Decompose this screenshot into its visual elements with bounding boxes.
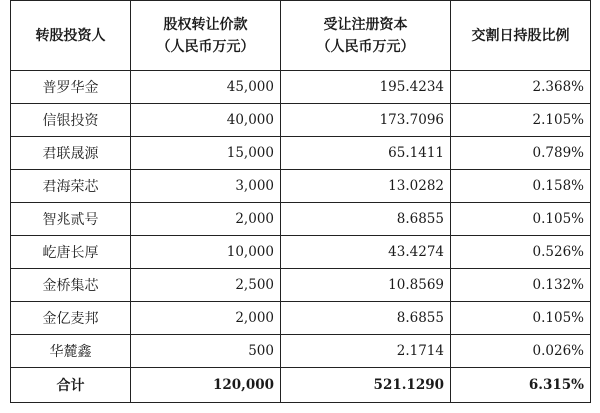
header-registered-capital-label: 受让注册资本 xyxy=(323,16,408,33)
holding-ratio: 2.105% xyxy=(451,104,591,137)
equity-transfer-table xyxy=(10,0,591,403)
header-transfer-price xyxy=(131,1,281,71)
transfer-price: 2,000 xyxy=(131,203,281,236)
investor-name: 屹唐长厚 xyxy=(11,236,131,269)
header-transfer-price-unit: （人民币万元） xyxy=(156,38,255,55)
registered-capital: 43.4274 xyxy=(281,236,451,269)
total-label: 合计 xyxy=(11,368,131,403)
table-row xyxy=(11,203,591,236)
investor-name: 君联晟源 xyxy=(11,137,131,170)
table-body xyxy=(11,71,591,368)
holding-ratio: 0.158% xyxy=(451,170,591,203)
holding-ratio: 0.789% xyxy=(451,137,591,170)
header-transfer-price-label: 股权转让价款 xyxy=(163,16,248,33)
investor-name: 君海荣芯 xyxy=(11,170,131,203)
table-row xyxy=(11,137,591,170)
investor-name: 华麓鑫 xyxy=(11,335,131,368)
table-row xyxy=(11,236,591,269)
transfer-price: 2,000 xyxy=(131,302,281,335)
table-row xyxy=(11,71,591,104)
investor-name: 金桥集芯 xyxy=(11,269,131,302)
header-holding-ratio-label: 交割日持股比例 xyxy=(471,27,570,44)
registered-capital: 13.0282 xyxy=(281,170,451,203)
transfer-price: 3,000 xyxy=(131,170,281,203)
registered-capital: 195.4234 xyxy=(281,71,451,104)
table-row xyxy=(11,170,591,203)
header-row xyxy=(11,1,591,71)
header-registered-capital-unit: （人民币万元） xyxy=(316,38,415,55)
holding-ratio: 0.026% xyxy=(451,335,591,368)
table-row xyxy=(11,335,591,368)
registered-capital: 8.6855 xyxy=(281,302,451,335)
transfer-price: 45,000 xyxy=(131,71,281,104)
investor-name: 金亿麦邦 xyxy=(11,302,131,335)
investor-name: 信银投资 xyxy=(11,104,131,137)
registered-capital: 173.7096 xyxy=(281,104,451,137)
header-registered-capital xyxy=(281,1,451,71)
holding-ratio: 0.132% xyxy=(451,269,591,302)
investor-name: 智兆贰号 xyxy=(11,203,131,236)
transfer-price: 40,000 xyxy=(131,104,281,137)
holding-ratio: 0.105% xyxy=(451,302,591,335)
holding-ratio: 2.368% xyxy=(451,71,591,104)
total-row xyxy=(11,368,591,403)
transfer-price: 15,000 xyxy=(131,137,281,170)
investor-table-container xyxy=(10,0,590,403)
registered-capital: 2.1714 xyxy=(281,335,451,368)
holding-ratio: 0.526% xyxy=(451,236,591,269)
header-investor-label: 转股投资人 xyxy=(35,27,106,44)
total-transfer-price: 120,000 xyxy=(131,368,281,403)
table-header xyxy=(11,1,591,71)
registered-capital: 65.1411 xyxy=(281,137,451,170)
transfer-price: 10,000 xyxy=(131,236,281,269)
investor-name: 普罗华金 xyxy=(11,71,131,104)
table-row xyxy=(11,302,591,335)
transfer-price: 2,500 xyxy=(131,269,281,302)
header-investor xyxy=(11,1,131,71)
table-row xyxy=(11,104,591,137)
holding-ratio: 0.105% xyxy=(451,203,591,236)
total-holding-ratio: 6.315% xyxy=(451,368,591,403)
table-row xyxy=(11,269,591,302)
registered-capital: 10.8569 xyxy=(281,269,451,302)
registered-capital: 8.6855 xyxy=(281,203,451,236)
total-registered-capital: 521.1290 xyxy=(281,368,451,403)
header-holding-ratio xyxy=(451,1,591,71)
transfer-price: 500 xyxy=(131,335,281,368)
table-footer xyxy=(11,368,591,403)
